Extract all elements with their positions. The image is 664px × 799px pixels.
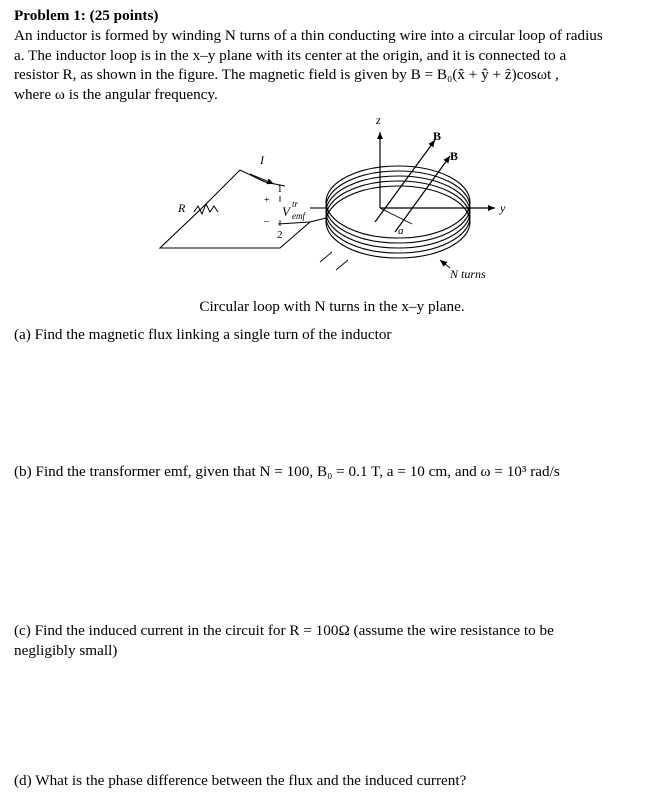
- problem-title: Problem 1: (25 points): [14, 7, 159, 24]
- field-arrow-2: [395, 156, 450, 232]
- question-a: (a) Find the magnetic flux linking a single turn of the inductor: [14, 326, 392, 343]
- z-axis-label: z: [376, 113, 381, 127]
- coil-turns: [326, 166, 470, 258]
- question-c-line-2: negligibly small): [14, 641, 118, 659]
- intro-line-3: resistor R, as shown in the figure. The magnetic field is given by B = B₀(x̂ + ŷ + ẑ)cosωt ,: [14, 66, 559, 84]
- intro-line-2: a. The inductor loop is in the x–y plane with its center at the origin, and it is connected to a: [14, 46, 567, 64]
- vemf-label: V tr emf: [282, 199, 305, 221]
- terminal-1-label: 1: [277, 183, 283, 195]
- tick-line-2: [336, 260, 348, 270]
- radius-label: a: [398, 225, 404, 237]
- question-c: [14, 621, 554, 660]
- plus-sign: +: [264, 195, 270, 206]
- current-label: I: [260, 153, 264, 167]
- question-c-line-1: (c) Find the induced current in the circuit for R = 100Ω (assume the wire resistance to be: [14, 622, 554, 639]
- question-b: (b) Find the transformer emf, given that N = 100, B₀ = 0.1 T, a = 10 cm, and ω = 10³ rad/s: [14, 463, 560, 480]
- inductor-loop-figure: [150, 112, 530, 292]
- resistor-label: R: [178, 201, 186, 215]
- turns-label: N turns: [450, 267, 486, 281]
- minus-sign: –: [264, 216, 269, 227]
- field-label-1: B: [433, 129, 442, 143]
- turns-pointer: [440, 260, 450, 268]
- figure-caption: Circular loop with N turns in the x–y plane.: [199, 298, 465, 315]
- problem-intro: [14, 26, 603, 104]
- terminal-2-label: 2: [277, 229, 283, 241]
- intro-line-4: where ω is the angular frequency.: [14, 85, 218, 103]
- question-d: (d) What is the phase difference between the flux and the induced current?: [14, 772, 467, 789]
- y-axis-label: y: [500, 201, 506, 215]
- intro-line-1: An inductor is formed by winding N turns of a thin conducting wire into a circular loop of radius: [14, 27, 603, 44]
- current-arrow: [250, 174, 274, 184]
- field-label-2: B: [450, 149, 459, 163]
- tick-line-1: [320, 252, 332, 262]
